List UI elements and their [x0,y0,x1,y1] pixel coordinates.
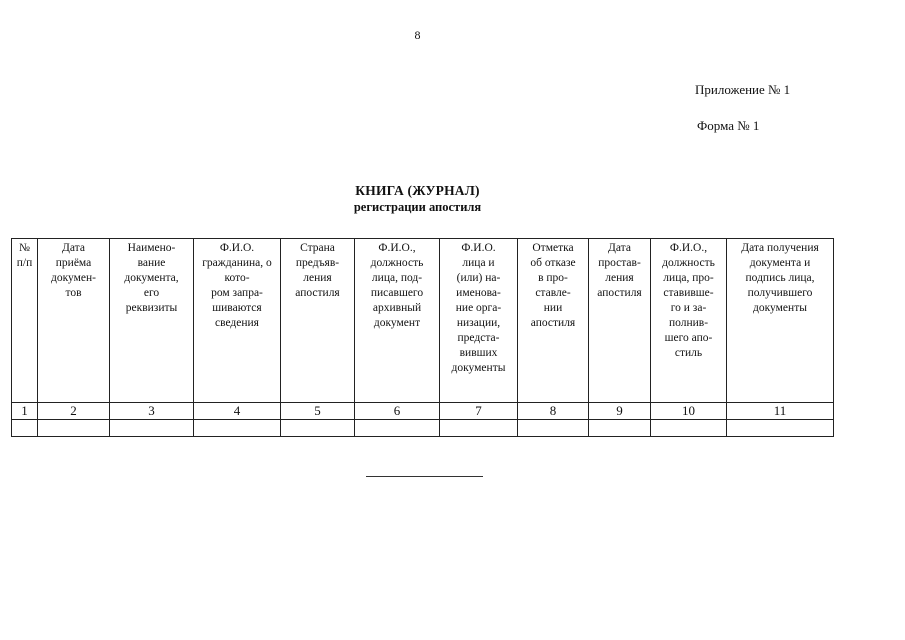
column-header-apostille-date: Дата простав- ления апостиля [589,239,651,403]
table-cell [110,420,194,437]
column-number: 8 [518,403,589,420]
footer-divider [366,476,483,477]
appendix-label: Приложение № 1 [695,82,791,97]
form-label: Форма № 1 [697,118,760,133]
column-number: 11 [727,403,834,420]
table-cell [194,420,281,437]
column-header-country: Страна предъяв- ления апостиля [281,239,355,403]
column-number: 1 [12,403,38,420]
table-cell [651,420,727,437]
table-header-row [12,239,834,403]
document-subtitle: регистрации апостиля [353,200,482,214]
column-header-refusal-mark: Отметка об отказе в про- ставле- нии апостиля [518,239,589,403]
column-header-number: № п/п [12,239,38,403]
column-header-document-name: Наимено- вание документа, его реквизиты [110,239,194,403]
document-title: КНИГА (ЖУРНАЛ) [355,183,480,198]
table-cell [518,420,589,437]
column-number: 6 [355,403,440,420]
table-cell [12,420,38,437]
column-number: 2 [38,403,110,420]
column-header-apostille-officer: Ф.И.О., должность лица, про- ставивше- го и за- полнив- шего апо- стиль [651,239,727,403]
column-number-row [12,403,834,420]
column-number: 10 [651,403,727,420]
column-header-citizen-name: Ф.И.О. гражданина, о кото- ром запра- шиваются сведения [194,239,281,403]
table-cell [440,420,518,437]
table-cell [38,420,110,437]
column-header-receipt-date: Дата приёма докумен- тов [38,239,110,403]
table-cell [281,420,355,437]
column-number: 3 [110,403,194,420]
column-header-receipt-signature: Дата получения документа и подпись лица, получившего документы [727,239,834,403]
column-number: 9 [589,403,651,420]
column-header-signer: Ф.И.О., должность лица, под- писавшего архивный документ [355,239,440,403]
column-number: 5 [281,403,355,420]
register-table [11,238,834,437]
page-number: 8 [414,28,421,42]
column-number: 7 [440,403,518,420]
table-row [12,420,834,437]
column-number: 4 [194,403,281,420]
column-header-submitter: Ф.И.О. лица и (или) на- именова- ние орга- низации, предста- вивших документы [440,239,518,403]
table-cell [355,420,440,437]
table-cell [727,420,834,437]
table-cell [589,420,651,437]
